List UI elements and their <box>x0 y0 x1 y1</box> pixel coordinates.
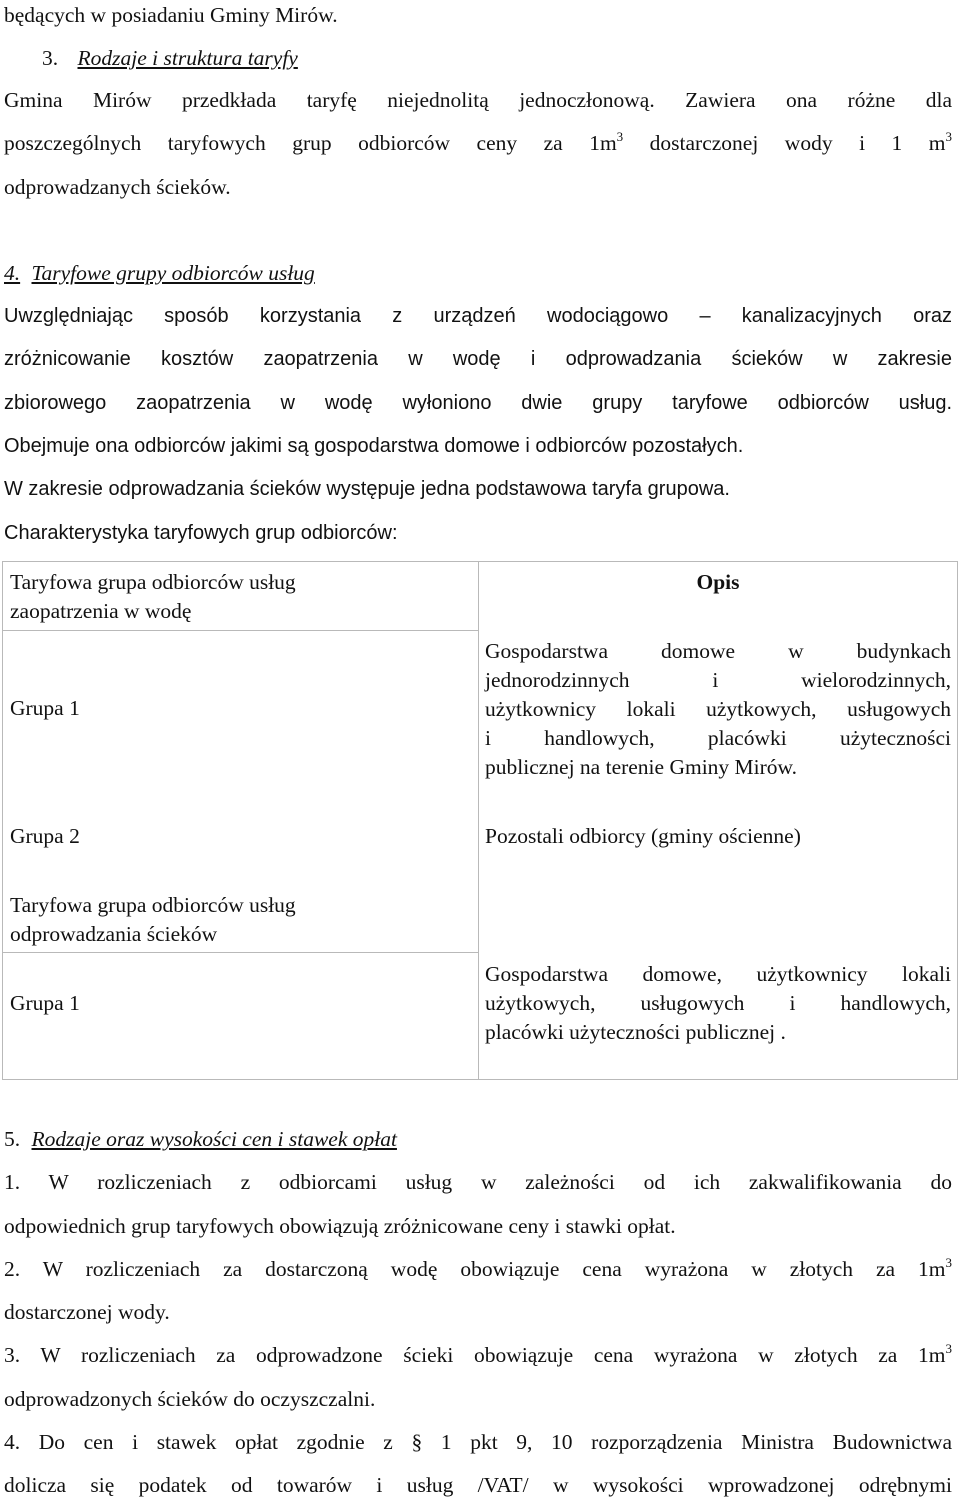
table-border <box>478 561 479 1080</box>
table-header-sewage-2: odprowadzania ścieków <box>10 922 218 946</box>
section4-line: zbiorowego zaopatrzenia w wodę wyłoniono dwie grupy taryfowe odbiorców usług. <box>4 392 952 414</box>
section5-line: dolicza się podatek od towarów i usług /VAT/ w wysokości wprowadzonej odrębnymi <box>4 1473 952 1497</box>
section3-paragraph-line: odprowadzanych ścieków. <box>4 175 231 199</box>
section5-line: 4. Do cen i stawek opłat zgodnie z § 1 pkt 9, 10 rozporządzenia Ministra Budownictwa <box>4 1430 952 1454</box>
superscript: 3 <box>616 129 624 144</box>
table-border <box>2 952 479 953</box>
table-border <box>2 630 479 631</box>
group-label: Grupa 1 <box>10 696 80 720</box>
section5-title: Rodzaje oraz wysokości cen i stawek opłat <box>31 1127 397 1151</box>
section5-line <box>4 1342 952 1368</box>
group-description-line: Gospodarstwa domowe w budynkach <box>485 639 951 663</box>
table-header-sewage-1: Taryfowa grupa odbiorców usług <box>10 893 296 917</box>
section5-line: 1. W rozliczeniach z odbiorcami usług w zależności od ich zakwalifikowania do <box>4 1170 952 1194</box>
section4-line: Obejmuje ona odbiorców jakimi są gospodarstwa domowe i odbiorców pozostałych. <box>4 435 744 457</box>
section5-text: 3. W rozliczeniach za odprowadzone ścieki obowiązuje cena wyrażona w złotych za 1m <box>4 1343 946 1367</box>
group-description-line: użytkowych, usługowych i handlowych, <box>485 991 951 1015</box>
section4-line: Uwzględniając sposób korzystania z urządzeń wodociągowo – kanalizacyjnych oraz <box>4 305 952 327</box>
group-description-line: publicznej na terenie Gminy Mirów. <box>485 755 798 779</box>
section4-heading <box>4 260 315 286</box>
section4-line: zróżnicowanie kosztów zaopatrzenia w wodę i odprowadzania ścieków w zakresie <box>4 348 952 370</box>
table-border <box>2 561 958 562</box>
table-header-description: Opis <box>696 570 740 594</box>
group-description-line: i handlowych, placówki użyteczności <box>485 726 951 750</box>
group-description-line: placówki użyteczności publicznej . <box>485 1020 786 1044</box>
section5-line <box>4 1256 952 1282</box>
group-description-line: Gospodarstwa domowe, użytkownicy lokali <box>485 962 951 986</box>
table-border <box>2 1079 958 1080</box>
section3-paragraph-line <box>4 130 952 156</box>
section5-line: odprowadzonych ścieków do oczyszczalni. <box>4 1387 376 1411</box>
section4-line: W zakresie odprowadzania ścieków występuje jedna podstawowa taryfa grupowa. <box>4 478 730 500</box>
section5-line: odpowiednich grup taryfowych obowiązują zróżnicowane ceny i stawki opłat. <box>4 1214 676 1238</box>
group-description-line: jednorodzinnych i wielorodzinnych, <box>485 668 951 692</box>
superscript: 3 <box>945 129 952 144</box>
section5-text: 2. W rozliczeniach za dostarczoną wodę obowiązuje cena wyrażona w złotych za 1m <box>4 1257 946 1281</box>
group-description-line: Pozostali odbiorcy (gminy ościenne) <box>485 824 801 848</box>
group-label: Grupa 2 <box>10 824 80 848</box>
section3-paragraph-line: Gmina Mirów przedkłada taryfę niejednolitą jednoczłonową. Zawiera ona różne dla <box>4 88 952 112</box>
group-label: Grupa 1 <box>10 991 80 1015</box>
table-header-water-1: Taryfowa grupa odbiorców usług <box>10 570 296 594</box>
section3-number: 3. <box>42 46 59 70</box>
superscript: 3 <box>945 1255 952 1270</box>
section3-text: dostarczonej wody i 1 m <box>623 131 946 155</box>
superscript: 3 <box>945 1341 952 1356</box>
table-border <box>957 561 958 1080</box>
section3-heading <box>42 45 298 71</box>
table-border <box>2 561 3 1080</box>
section3-title: Rodzaje i struktura taryfy <box>77 46 298 70</box>
section5-number: 5. <box>4 1127 21 1151</box>
group-description-line: użytkownicy lokali użytkowych, usługowych <box>485 697 951 721</box>
section4-number: 4. <box>4 261 21 285</box>
intro-line: będących w posiadaniu Gminy Mirów. <box>4 3 338 27</box>
section5-heading <box>4 1126 397 1152</box>
section5-line: dostarczonej wody. <box>4 1300 170 1324</box>
section4-line: Charakterystyka taryfowych grup odbiorców: <box>4 522 398 544</box>
section3-text: poszczególnych taryfowych grup odbiorców ceny za 1m <box>4 131 617 155</box>
section4-title: Taryfowe grupy odbiorców usług <box>31 261 315 285</box>
table-header-water-2: zaopatrzenia w wodę <box>10 599 192 623</box>
